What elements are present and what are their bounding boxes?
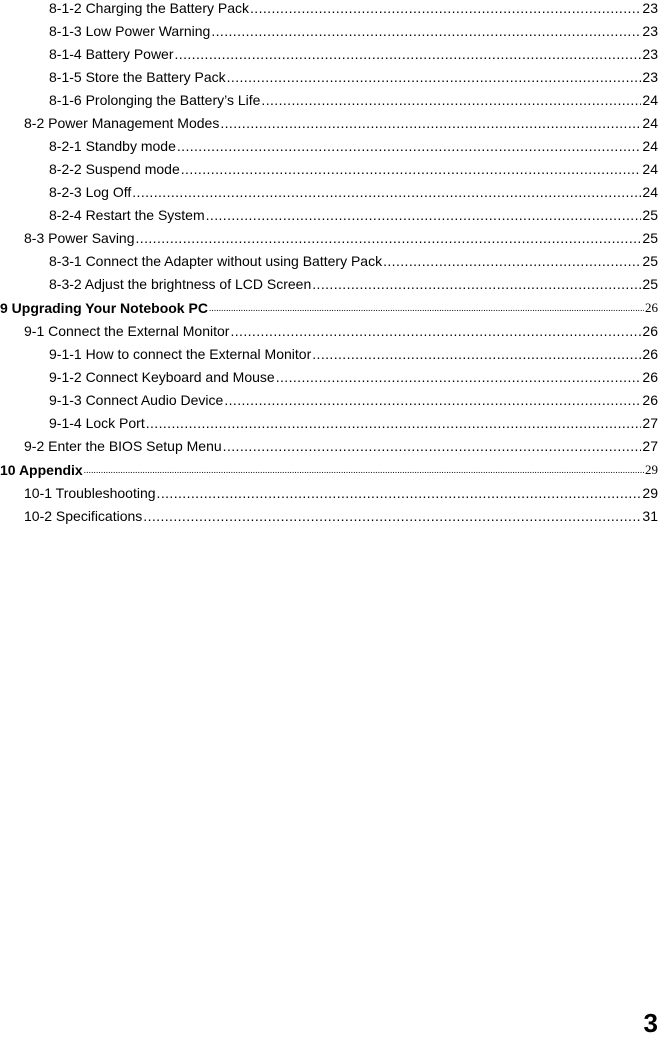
- toc-entry-title: 9-2 Enter the BIOS Setup Menu: [24, 438, 222, 454]
- toc-dot-leader: [206, 207, 642, 223]
- toc-entry-title: 10 Appendix: [0, 462, 83, 478]
- toc-entry[interactable]: [24, 109, 658, 131]
- toc-entry-page: 23: [642, 69, 658, 85]
- toc-entry[interactable]: [24, 479, 658, 501]
- toc-entry-title: 8-2-4 Restart the System: [49, 207, 205, 223]
- toc-entry-page: 23: [642, 23, 658, 39]
- toc-dot-leader: [136, 230, 642, 246]
- toc-entry-page: 29: [642, 485, 658, 501]
- toc-entry[interactable]: [49, 40, 658, 62]
- toc-entry-page: 23: [642, 46, 658, 62]
- toc-entry-page: 29: [645, 462, 658, 477]
- toc-entry[interactable]: [49, 155, 658, 177]
- toc-dot-leader: [146, 415, 642, 431]
- toc-dot-leader: [175, 46, 642, 62]
- toc-entry-page: 26: [642, 392, 658, 408]
- toc-entry[interactable]: [49, 0, 658, 16]
- toc-entry-title: 8-2-3 Log Off: [49, 184, 132, 200]
- toc-dot-leader: [230, 323, 641, 339]
- toc-entry-page: 23: [642, 0, 658, 16]
- toc-entry-title: 8-2 Power Management Modes: [24, 115, 220, 131]
- toc-entry[interactable]: [49, 340, 658, 362]
- toc-entry-title: 8-2-2 Suspend mode: [49, 161, 180, 177]
- toc-entry-title: 8-1-4 Battery Power: [49, 46, 174, 62]
- toc-dot-leader: [250, 0, 641, 16]
- toc-entry-page: 27: [642, 438, 658, 454]
- toc-entry-title: 8-1-6 Prolonging the Battery’s Life: [49, 92, 261, 108]
- toc-entry-page: 26: [642, 346, 658, 362]
- toc-dot-leader: [220, 115, 641, 131]
- page-number: 3: [643, 1008, 658, 1038]
- toc-entry-page: 25: [642, 253, 658, 269]
- toc-dot-leader: [157, 485, 642, 501]
- toc-dot-leader: [276, 369, 642, 385]
- toc-entry-page: 26: [642, 369, 658, 385]
- toc-dot-leader: [383, 253, 641, 269]
- toc-entry-page: 27: [642, 415, 658, 431]
- toc-entry-title: 9-1-4 Lock Port: [49, 415, 145, 431]
- toc-entry-page: 31: [642, 508, 658, 524]
- toc-entry[interactable]: [49, 132, 658, 154]
- toc-entry-title: 8-1-2 Charging the Battery Pack: [49, 0, 249, 16]
- toc-dot-leader: [312, 346, 641, 362]
- toc-entry-title: 8-3-1 Connect the Adapter without using Battery Pack: [49, 253, 383, 269]
- toc-dot-leader: [181, 161, 642, 177]
- toc-entry[interactable]: [49, 201, 658, 223]
- toc-entry-page: 24: [642, 92, 658, 108]
- toc-dot-leader: [177, 138, 642, 154]
- toc-entry[interactable]: [49, 178, 658, 200]
- toc-entry-page: 25: [642, 230, 658, 246]
- toc-entry[interactable]: [49, 86, 658, 108]
- toc-entry-title: 9-1 Connect the External Monitor: [24, 323, 230, 339]
- toc-entry-title: 10-1 Troubleshooting: [24, 485, 156, 501]
- toc-entry-title: 9 Upgrading Your Notebook PC: [0, 300, 208, 316]
- toc-entry[interactable]: [24, 432, 658, 454]
- toc-dot-leader: [223, 438, 642, 454]
- toc-entry[interactable]: [49, 363, 658, 385]
- toc-dot-leader: [84, 462, 644, 478]
- toc-entry[interactable]: [24, 502, 658, 524]
- toc-entry[interactable]: [49, 409, 658, 431]
- toc-entry-title: 8-2-1 Standby mode: [49, 138, 176, 154]
- toc-entry-page: 26: [645, 300, 658, 315]
- toc-entry[interactable]: [49, 17, 658, 39]
- toc-entry-title: 9-1-2 Connect Keyboard and Mouse: [49, 369, 275, 385]
- toc-dot-leader: [261, 92, 641, 108]
- toc-dot-leader: [227, 69, 642, 85]
- toc-entry[interactable]: [49, 247, 658, 269]
- toc-entry[interactable]: [49, 270, 658, 292]
- toc-entry-title: 9-1-3 Connect Audio Device: [49, 392, 224, 408]
- toc-entry-page: 24: [642, 184, 658, 200]
- toc-entry[interactable]: [24, 317, 658, 339]
- toc-chapter-entry[interactable]: [0, 456, 658, 478]
- toc-chapter-entry[interactable]: [0, 294, 658, 316]
- toc-entry-page: 24: [642, 138, 658, 154]
- toc-entry[interactable]: [49, 386, 658, 408]
- toc-dot-leader: [224, 392, 641, 408]
- toc-dot-leader: [211, 23, 641, 39]
- toc-dot-leader: [312, 276, 641, 292]
- toc-entry-title: 8-1-3 Low Power Warning: [49, 23, 211, 39]
- toc-entry-page: 25: [642, 276, 658, 292]
- toc-entry-title: 8-1-5 Store the Battery Pack: [49, 69, 226, 85]
- toc-entry-page: 24: [642, 161, 658, 177]
- toc-entry[interactable]: [49, 63, 658, 85]
- toc-entry-page: 25: [642, 207, 658, 223]
- toc-entry-title: 8-3 Power Saving: [24, 230, 135, 246]
- toc-dot-leader: [209, 300, 644, 316]
- toc-dot-leader: [132, 184, 641, 200]
- toc-entry-page: 26: [642, 323, 658, 339]
- toc-entry-page: 24: [642, 115, 658, 131]
- toc-dot-leader: [143, 508, 641, 524]
- toc-entry-title: 8-3-2 Adjust the brightness of LCD Screen: [49, 276, 312, 292]
- toc-entry-title: 9-1-1 How to connect the External Monitor: [49, 346, 312, 362]
- toc-entry[interactable]: [24, 224, 658, 246]
- toc-entry-title: 10-2 Specifications: [24, 508, 143, 524]
